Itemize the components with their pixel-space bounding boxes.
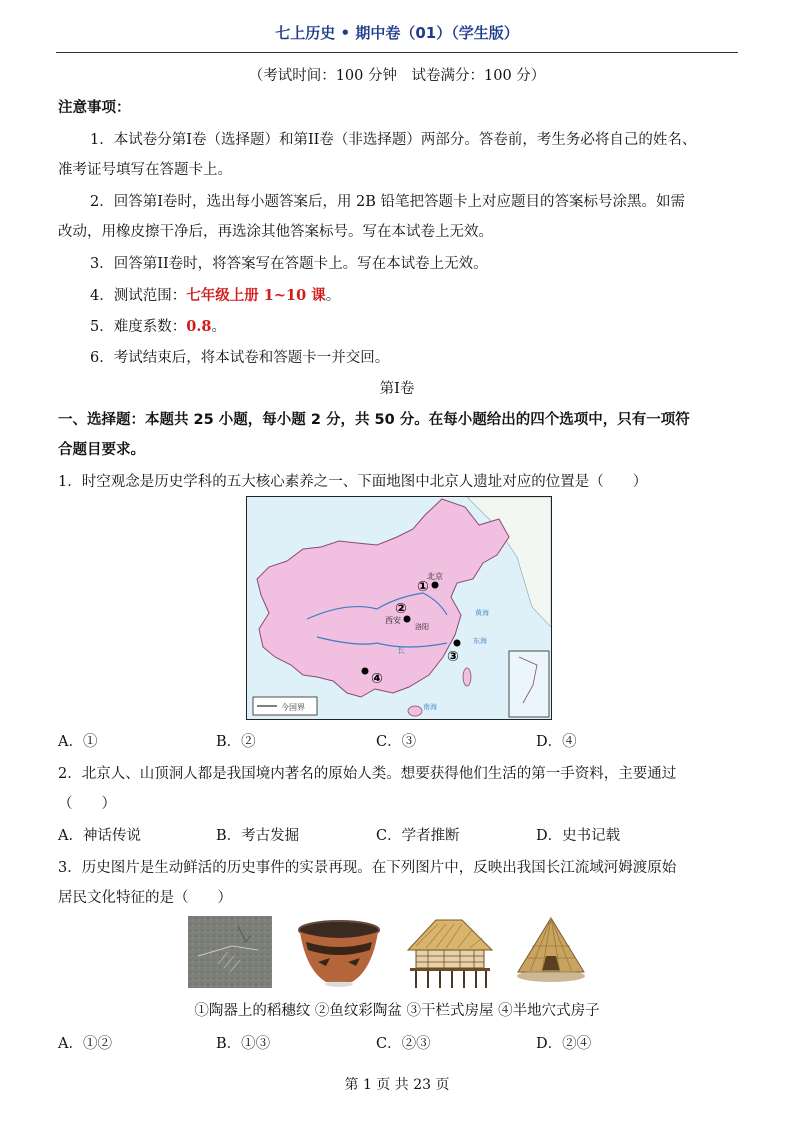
note-6: 6．考试结束后，将本试卷和答题卡一并交回。	[90, 350, 390, 366]
q1-option-d[interactable]: D．④	[536, 734, 577, 750]
note-5-difficulty: 0.8	[186, 318, 212, 335]
q3-images-caption: ①陶器上的稻穗纹 ②鱼纹彩陶盆 ③干栏式房屋 ④半地穴式房子	[194, 1003, 600, 1019]
label-beijing: 北京	[427, 572, 443, 581]
q3-option-b[interactable]: B．①③	[216, 1036, 271, 1052]
note-1b: 准考证号填写在答题卡上。	[58, 162, 232, 178]
header-rule	[56, 52, 738, 53]
note-4-range: 七年级上册 1~10 课	[186, 287, 326, 304]
note-2b: 改动，用橡皮擦干净后，再选涂其他答案标号。写在本试卷上无效。	[58, 224, 493, 240]
mark-1: ①	[417, 579, 429, 595]
note-5-end: 。	[211, 319, 226, 335]
notes-heading: 注意事项：	[58, 100, 131, 116]
page-footer: 第 1 页 共 23 页	[344, 1077, 450, 1093]
q3-stem-1: 3．历史图片是生动鲜活的历史事件的实景再现。在下列图片中，反映出我国长江流域河姆渡原始	[58, 860, 677, 876]
q2-stem-2: （ ）	[58, 796, 116, 812]
note-5	[90, 315, 226, 336]
exam-info: （考试时间：100 分钟 试卷满分：100 分）	[248, 68, 546, 84]
q1-option-a[interactable]: A．①	[58, 734, 98, 750]
rice-pattern-pottery-image	[188, 916, 272, 988]
note-4	[90, 284, 340, 305]
q2-option-b[interactable]: B．考古发掘	[216, 828, 300, 844]
q3-option-a[interactable]: A．①②	[58, 1036, 112, 1052]
label-xian: 西安	[385, 616, 401, 625]
label-donghai: 东海	[473, 637, 487, 645]
label-river: 长	[397, 646, 405, 655]
mark-4: ④	[371, 671, 383, 687]
fish-pattern-basin-image	[296, 918, 382, 988]
q2-stem-1: 2．北京人、山顶洞人都是我国境内著名的原始人类。想要获得他们生活的第一手资料，主要通过	[58, 766, 677, 782]
q3-option-c[interactable]: C．②③	[376, 1036, 431, 1052]
stilt-house-image	[402, 916, 498, 990]
semi-subterranean-house-image	[512, 916, 590, 988]
q3-stem-2: 居民文化特征的是（ ）	[58, 890, 232, 906]
part1-instructions-2: 合题目要求。	[58, 442, 145, 458]
note-2a: 2．回答第I卷时，选出每小题答案后，用 2B 铅笔把答题卡上对应题目的答案标号涂黑。如需	[90, 194, 686, 210]
note-5-label: 5．难度系数：	[90, 319, 187, 335]
china-map	[246, 496, 552, 720]
note-4-end: 。	[325, 288, 341, 304]
section-title: 第I卷	[379, 381, 415, 397]
q1-option-c[interactable]: C．③	[376, 734, 417, 750]
q2-option-a[interactable]: A．神话传说	[58, 828, 141, 844]
label-huanghai: 黄海	[475, 609, 489, 617]
q1-option-b[interactable]: B．②	[216, 734, 256, 750]
note-1a: 1．本试卷分第I卷（选择题）和第II卷（非选择题）两部分。答卷前，考生务必将自己的姓名、	[90, 132, 697, 148]
note-3: 3．回答第II卷时，将答案写在答题卡上。写在本试卷上无效。	[90, 256, 488, 272]
q3-option-d[interactable]: D．②④	[536, 1036, 592, 1052]
map-legend: 今国界	[281, 703, 305, 712]
q2-option-c[interactable]: C．学者推断	[376, 828, 460, 844]
mark-3: ③	[447, 649, 459, 665]
q1-stem: 1．时空观念是历史学科的五大核心素养之一、下面地图中北京人遗址对应的位置是（ ）	[58, 474, 648, 490]
q2-option-d[interactable]: D．史书记载	[536, 828, 621, 844]
part1-instructions-1: 一、选择题：本题共 25 小题，每小题 2 分，共 50 分。在每小题给出的四个选项中，只有一项符	[58, 412, 690, 428]
mark-2: ②	[395, 601, 407, 617]
label-luoyang: 洛阳	[415, 623, 429, 631]
page-header-title: 七上历史 • 期中卷（01）（学生版）	[275, 24, 519, 42]
note-4-label: 4．测试范围：	[90, 288, 187, 304]
label-nanhai: 南海	[423, 703, 437, 711]
